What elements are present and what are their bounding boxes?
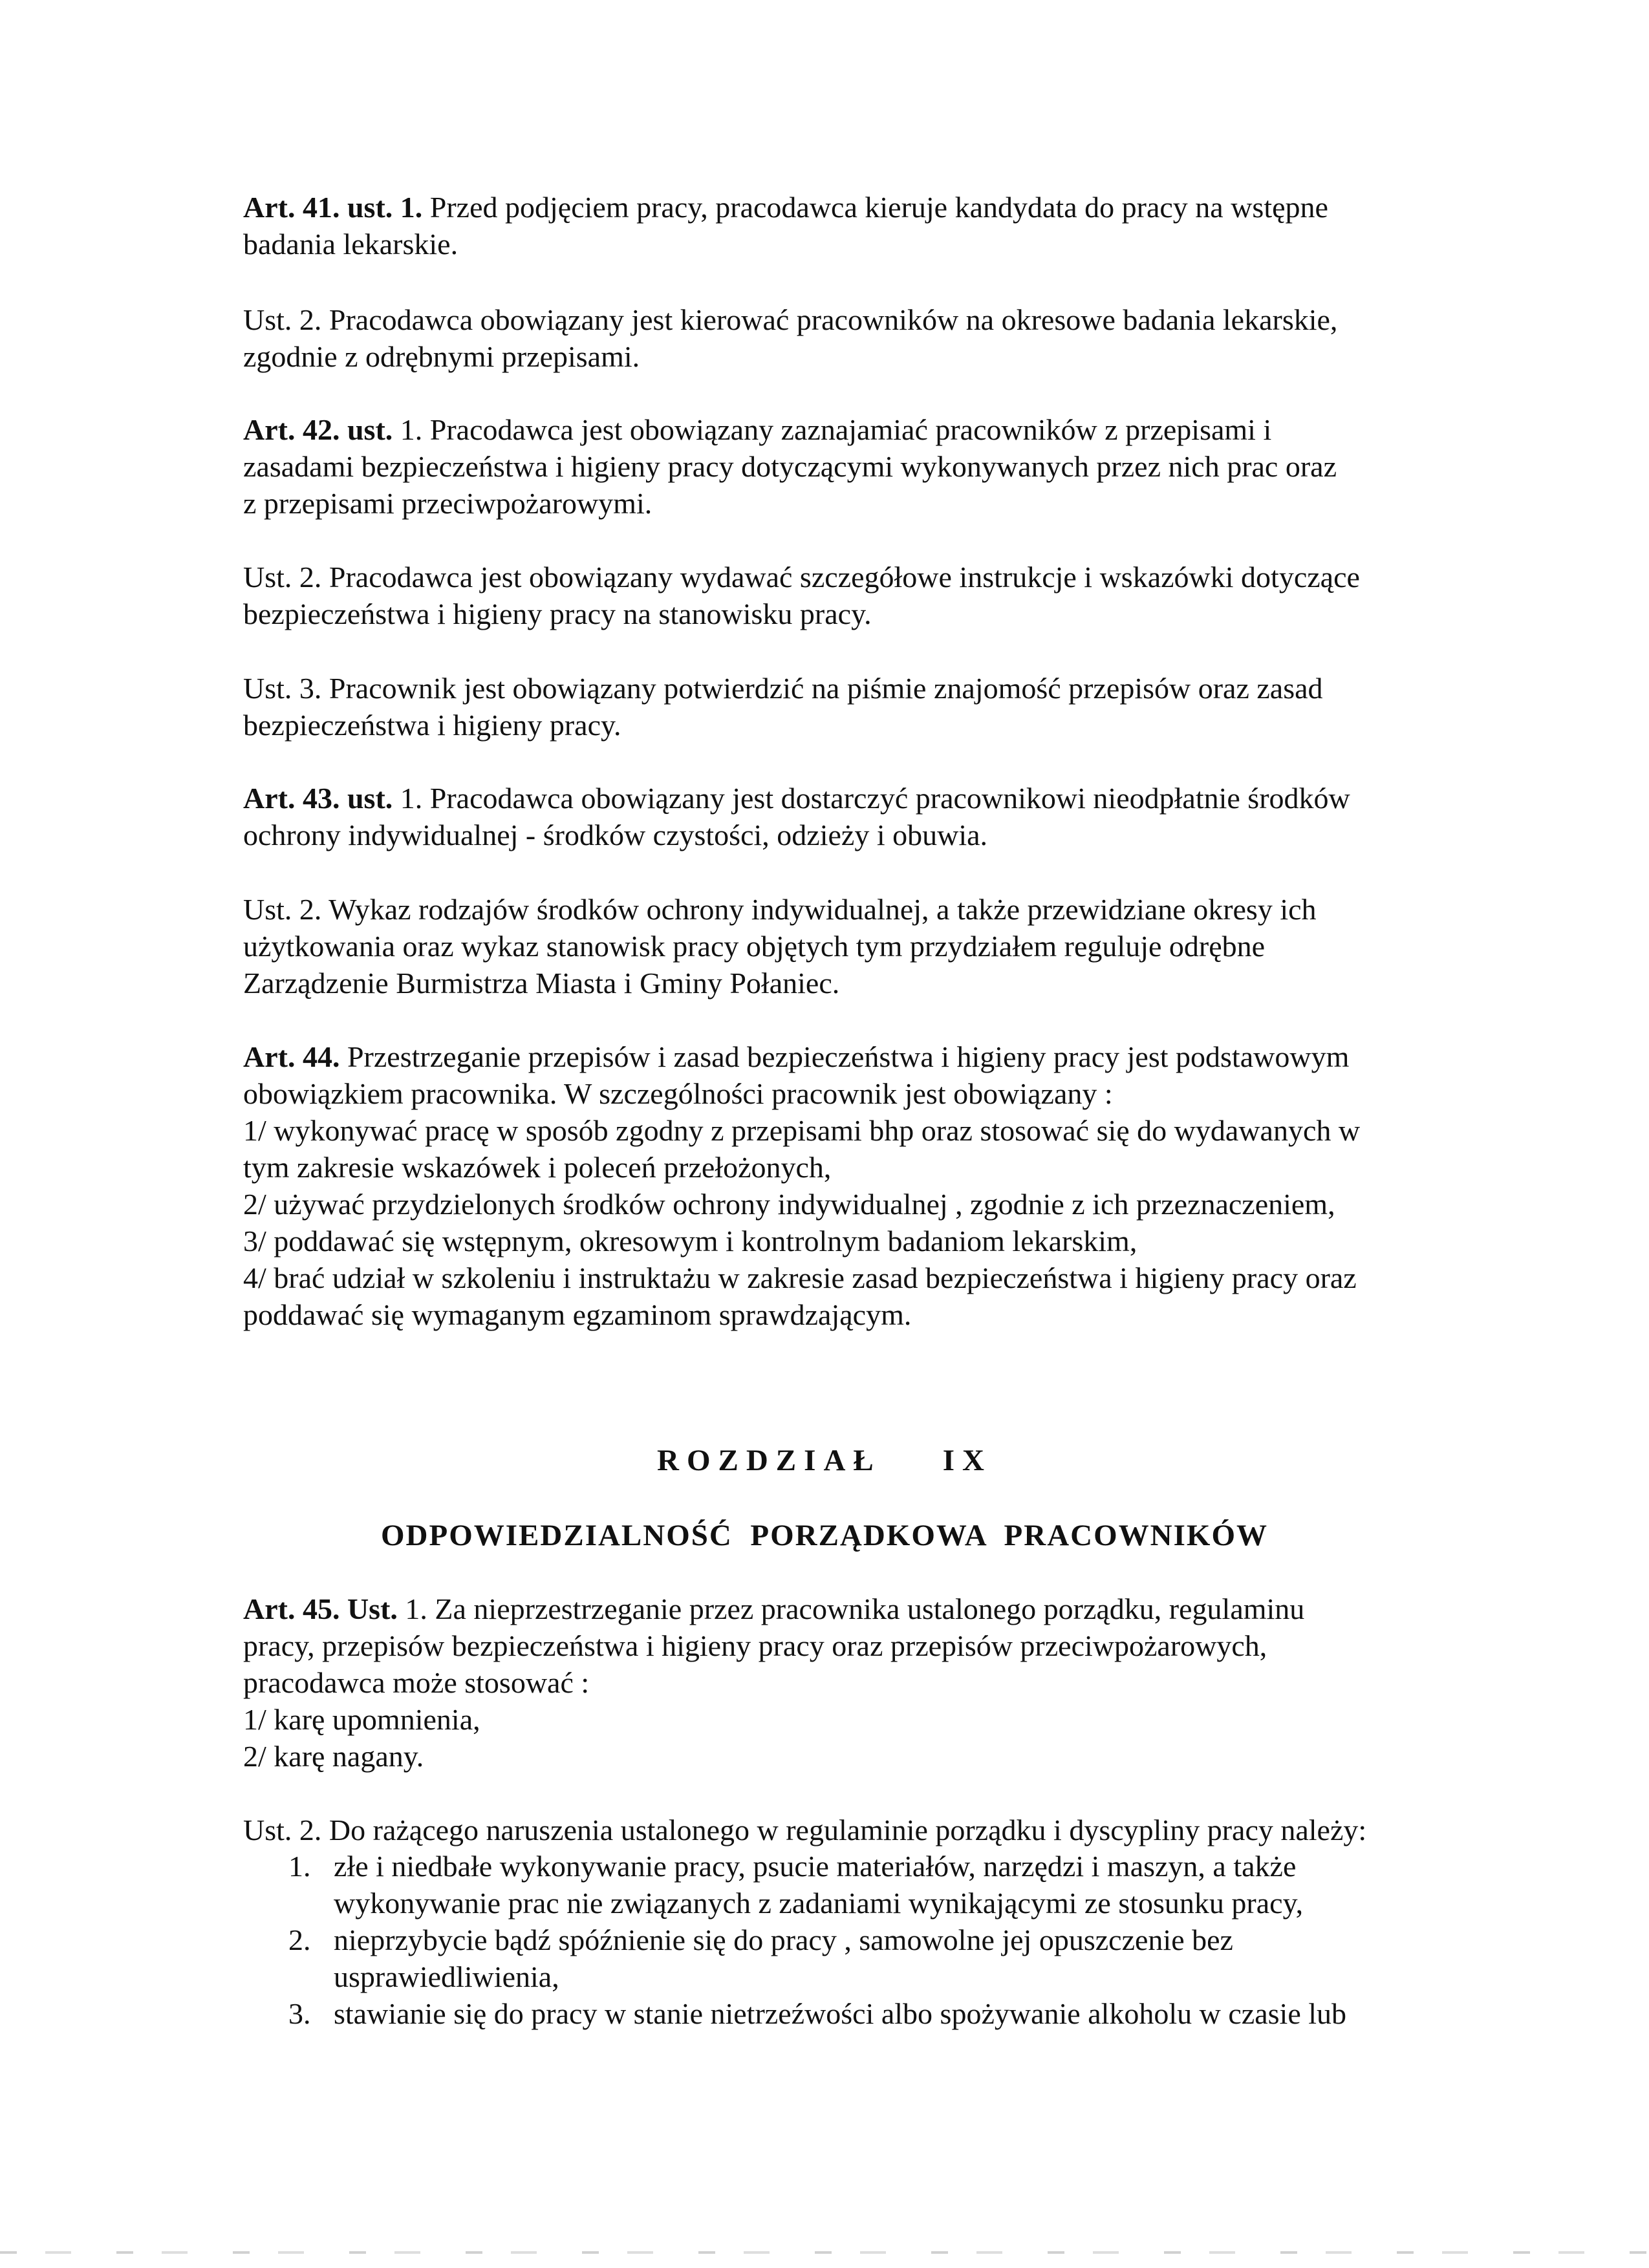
- art-42-ust-2-line-2: bezpieczeństwa i higieny pracy na stanowisku pracy.: [243, 597, 872, 630]
- art-42-ust-3-line-2: bezpieczeństwa i higieny pracy.: [243, 709, 621, 742]
- art-44-line-6: 3/ poddawać się wstępnym, okresowym i kontrolnym badaniom lekarskim,: [243, 1225, 1137, 1257]
- art-42-line-1: [243, 411, 1472, 448]
- list-item-line-1: nieprzybycie bądź spóźnienie się do pracy , samowolne jej opuszczenie bez: [334, 1923, 1233, 1956]
- art-45-line-3: pracodawca może stosować :: [243, 1666, 590, 1699]
- art-41-lead: Art. 41. ust. 1.: [243, 191, 423, 224]
- chapter-title-heading: ODPOWIEDZIALNOŚĆ PORZĄDKOWA PRACOWNIKÓW: [381, 1519, 1268, 1552]
- art-42-ust-3-line-1: Ust. 3. Pracownik jest obowiązany potwierdzić na piśmie znajomość przepisów oraz zasad: [243, 672, 1323, 705]
- art-41-ust-2-line-2: zgodnie z odrębnymi przepisami.: [243, 340, 640, 373]
- art-41-line-1: [243, 189, 1472, 226]
- list-item-line-2: wykonywanie prac nie związanych z zadaniami wynikającymi ze stosunku pracy,: [334, 1887, 1304, 1920]
- art-45-paragraph: [243, 1590, 1472, 1775]
- art-42-ust-3-paragraph: [243, 670, 1472, 744]
- list-item-number: 2.: [288, 1923, 311, 1956]
- art-43-ust-2-paragraph: [243, 891, 1472, 1001]
- art-42-ust-2-paragraph: [243, 559, 1472, 632]
- art-41-ust-2-line-1: Ust. 2. Pracodawca obowiązany jest kierować pracowników na okresowe badania lekarskie,: [243, 303, 1338, 336]
- art-44-line-2: obowiązkiem pracownika. W szczególności pracownik jest obowiązany :: [243, 1077, 1113, 1110]
- scan-edge-noise: [0, 2251, 1649, 2254]
- list-item-line-1: złe i niedbałe wykonywanie pracy, psucie materiałów, narzędzi i maszyn, a także: [334, 1850, 1297, 1883]
- art-45-ust-2-intro-line: Ust. 2. Do rażącego naruszenia ustalonego w regulaminie porządku i dyscypliny pracy należy:: [243, 1813, 1367, 1846]
- art-42-text-1: 1. Pracodawca jest obowiązany zaznajamiać pracowników z przepisami i: [393, 413, 1272, 446]
- art-43-lead: Art. 43. ust.: [243, 782, 393, 815]
- art-43-line-1: [243, 780, 1472, 817]
- art-44-paragraph: [243, 1038, 1472, 1333]
- art-45-lead: Art. 45. Ust.: [243, 1592, 398, 1625]
- art-41-paragraph: [243, 189, 1472, 262]
- art-44-text-1: Przestrzeganie przepisów i zasad bezpieczeństwa i higieny pracy jest podstawowym: [339, 1040, 1350, 1073]
- art-45-text-1: 1. Za nieprzestrzeganie przez pracownika ustalonego porządku, regulaminu: [397, 1592, 1305, 1625]
- list-item: [0, 1921, 1649, 1995]
- art-45-line-5: 2/ karę nagany.: [243, 1740, 424, 1773]
- art-43-ust-2-line-2: użytkowania oraz wykaz stanowisk pracy objętych tym przydziałem reguluje odrębne: [243, 930, 1266, 963]
- list-item-line-2: usprawiedliwienia,: [334, 1960, 559, 1993]
- list-item-number: 3.: [288, 1997, 311, 2030]
- art-41-text-1: Przed podjęciem pracy, pracodawca kieruje kandydata do pracy na wstępne: [422, 191, 1328, 224]
- art-43-paragraph: [243, 780, 1472, 853]
- list-item-number: 1.: [288, 1850, 311, 1883]
- art-42-lead: Art. 42. ust.: [243, 413, 393, 446]
- art-45-ust-2-intro: [243, 1812, 1472, 1848]
- art-44-line-3: 1/ wykonywać pracę w sposób zgodny z przepisami bhp oraz stosować się do wydawanych w: [243, 1114, 1361, 1147]
- art-41-line-2: badania lekarskie.: [243, 228, 458, 261]
- art-45-line-1: [243, 1590, 1472, 1627]
- art-42-paragraph: [243, 411, 1472, 522]
- art-44-line-7: 4/ brać udział w szkoleniu i instruktażu w zakresie zasad bezpieczeństwa i higieny pracy oraz: [243, 1261, 1357, 1294]
- art-42-line-2: zasadami bezpieczeństwa i higieny pracy dotyczącymi wykonywanych przez nich prac oraz: [243, 450, 1337, 483]
- art-43-ust-2-line-3: Zarządzenie Burmistrza Miasta i Gminy Połaniec.: [243, 967, 840, 1000]
- art-44-lead: Art. 44.: [243, 1040, 340, 1073]
- art-43-ust-2-line-1: Ust. 2. Wykaz rodzajów środków ochrony indywidualnej, a także przewidziane okresy ich: [243, 893, 1317, 926]
- list-item: [0, 1995, 1649, 2032]
- list-item: [0, 1848, 1649, 1921]
- art-45-line-4: 1/ karę upomnienia,: [243, 1703, 480, 1736]
- art-43-line-2: ochrony indywidualnej - środków czystości, odzieży i obuwia.: [243, 818, 988, 851]
- art-41-ust-2-paragraph: [243, 301, 1472, 375]
- art-44-line-8: poddawać się wymaganym egzaminom sprawdzającym.: [243, 1298, 912, 1331]
- art-44-line-5: 2/ używać przydzielonych środków ochrony indywidualnej , zgodnie z ich przeznaczeniem,: [243, 1188, 1335, 1221]
- art-43-text-1: 1. Pracodawca obowiązany jest dostarczyć pracownikowi nieodpłatnie środków: [393, 782, 1350, 815]
- art-45-line-2: pracy, przepisów bezpieczeństwa i higieny pracy oraz przepisów przeciwpożarowych,: [243, 1629, 1267, 1662]
- list-item-line-1: stawianie się do pracy w stanie nietrzeźwości albo spożywanie alkoholu w czasie lub: [334, 1997, 1347, 2030]
- art-42-ust-2-line-1: Ust. 2. Pracodawca jest obowiązany wydawać szczegółowe instrukcje i wskazówki dotyczące: [243, 561, 1360, 594]
- chapter-number-heading: ROZDZIAŁ IX: [657, 1444, 992, 1477]
- art-44-line-1: [243, 1038, 1472, 1075]
- art-42-line-3: z przepisami przeciwpożarowymi.: [243, 487, 652, 520]
- art-44-line-4: tym zakresie wskazówek i poleceń przełożonych,: [243, 1151, 832, 1184]
